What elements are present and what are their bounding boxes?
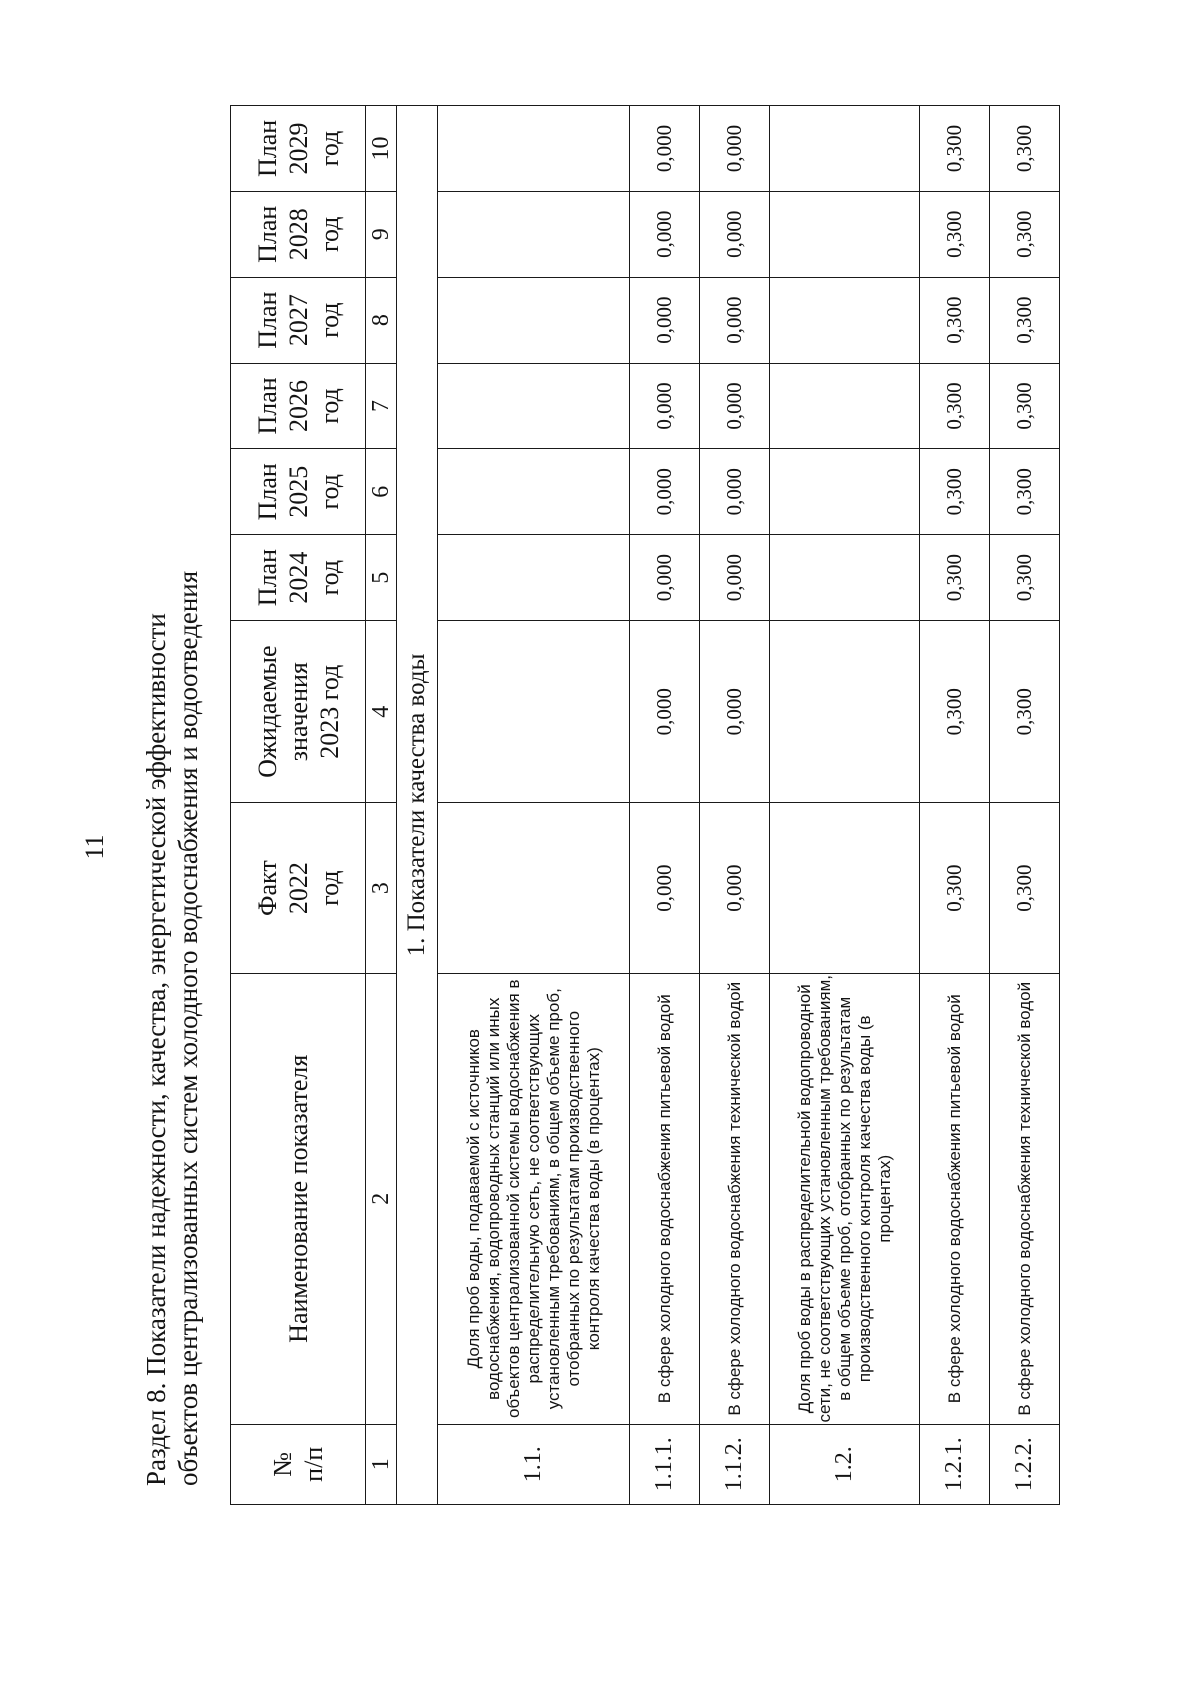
column-number: 10 — [366, 106, 397, 192]
header-plan-2029 — [231, 106, 366, 192]
value-cell: 0,300 — [990, 621, 1060, 803]
value-cell: 0,300 — [990, 106, 1060, 192]
header-line: год — [314, 388, 344, 424]
header-line: План — [252, 377, 282, 435]
header-plan-2027 — [231, 277, 366, 363]
value-cell: 0,000 — [630, 363, 700, 449]
value-cell — [438, 191, 630, 277]
value-cell — [770, 803, 920, 974]
indicator-name: В сфере холодного водоснабжения технической водой — [990, 973, 1060, 1424]
header-line: План — [252, 548, 282, 607]
value-cell: 0,300 — [920, 803, 990, 974]
value-cell: 0,300 — [990, 191, 1060, 277]
value-cell: 0,300 — [990, 535, 1060, 621]
value-cell: 0,000 — [700, 191, 770, 277]
value-cell: 0,300 — [920, 449, 990, 535]
value-cell: 0,000 — [700, 535, 770, 621]
header-line: План — [252, 119, 282, 178]
header-num-line-2: п/п — [299, 1446, 328, 1482]
column-number: 5 — [366, 535, 397, 621]
header-line: План — [252, 205, 282, 263]
indicator-name: Доля проб воды в распределительной водопроводной сети, не соответствующих установленным требованиям, в общем объеме проб, отобранных по результатам производственного контроля качества воды (в процентах) — [770, 973, 920, 1424]
value-cell — [438, 106, 630, 192]
section-title-line-1: Раздел 8. Показатели надежности, качества, энергетической эффективности — [141, 613, 171, 1486]
header-num-line-1: № — [268, 1451, 297, 1477]
column-number: 7 — [366, 363, 397, 449]
header-plan-2028 — [231, 191, 366, 277]
indicator-name: В сфере холодного водоснабжения питьевой водой — [630, 973, 700, 1424]
value-cell — [438, 363, 630, 449]
value-cell: 0,000 — [630, 449, 700, 535]
header-line: 2023 год — [314, 664, 344, 759]
value-cell: 0,300 — [990, 363, 1060, 449]
value-cell: 0,000 — [700, 363, 770, 449]
value-cell — [770, 191, 920, 277]
value-cell — [770, 277, 920, 363]
header-line: 2024 — [283, 551, 313, 604]
header-line: год — [314, 302, 344, 338]
value-cell: 0,000 — [700, 621, 770, 803]
column-number: 1 — [366, 1424, 397, 1504]
header-line: Ожидаемые — [252, 645, 282, 778]
header-line: значения — [283, 662, 313, 762]
value-cell — [438, 621, 630, 803]
row-number: 1.2. — [770, 1424, 920, 1504]
indicator-name: Доля проб воды, подаваемой с источников водоснабжения, водопроводных станций или иных объектов централизованной системы водоснабжения в распределительную сеть, не соответствующих установленным требованиям, в общем объеме проб, отобранных по результатам производственного контроля качества воды (в процентах) — [438, 973, 630, 1424]
section-heading: 1. Показатели качества воды — [397, 106, 438, 1505]
column-numbers-row — [366, 106, 397, 1505]
value-cell — [770, 621, 920, 803]
header-line: 2025 — [283, 465, 313, 518]
value-cell: 0,000 — [630, 191, 700, 277]
table-row — [700, 106, 770, 1505]
header-line: 2027 — [283, 294, 313, 347]
value-cell: 0,000 — [630, 803, 700, 974]
header-line: год — [314, 559, 344, 596]
table-row — [630, 106, 700, 1505]
header-plan-2026 — [231, 363, 366, 449]
value-cell: 0,000 — [700, 277, 770, 363]
header-line: План — [252, 291, 282, 349]
page-number: 11 — [80, 834, 109, 860]
value-cell: 0,000 — [630, 621, 700, 803]
value-cell: 0,300 — [920, 363, 990, 449]
value-cell: 0,000 — [630, 535, 700, 621]
row-number: 1.1.2. — [700, 1424, 770, 1504]
value-cell — [438, 535, 630, 621]
header-row — [231, 106, 366, 1505]
value-cell: 0,300 — [920, 191, 990, 277]
header-plan-2025 — [231, 449, 366, 535]
row-number: 1.2.1. — [920, 1424, 990, 1504]
value-cell: 0,300 — [920, 535, 990, 621]
header-line: год — [314, 870, 344, 906]
value-cell — [770, 363, 920, 449]
section-row — [397, 106, 438, 1505]
value-cell — [438, 803, 630, 974]
header-expected-2023 — [231, 621, 366, 803]
value-cell — [438, 277, 630, 363]
value-cell: 0,000 — [630, 106, 700, 192]
value-cell: 0,300 — [920, 106, 990, 192]
row-number: 1.1. — [438, 1424, 630, 1504]
header-indicator-name: Наименование показателя — [231, 973, 366, 1424]
column-number: 4 — [366, 621, 397, 803]
value-cell — [770, 535, 920, 621]
value-cell: 0,300 — [920, 621, 990, 803]
table-row — [990, 106, 1060, 1505]
column-number: 9 — [366, 191, 397, 277]
header-line: год — [314, 130, 344, 167]
value-cell: 0,000 — [700, 106, 770, 192]
header-plan-2024 — [231, 535, 366, 621]
value-cell: 0,000 — [700, 803, 770, 974]
header-line: год — [314, 474, 344, 510]
column-number: 6 — [366, 449, 397, 535]
header-line: 2022 — [283, 862, 313, 915]
header-line: год — [314, 216, 344, 253]
column-number: 8 — [366, 277, 397, 363]
value-cell: 0,300 — [990, 449, 1060, 535]
value-cell: 0,300 — [990, 277, 1060, 363]
row-number: 1.2.2. — [990, 1424, 1060, 1504]
indicators-table — [230, 105, 1060, 1505]
value-cell: 0,300 — [920, 277, 990, 363]
header-line: План — [252, 463, 282, 521]
header-line: 2028 — [283, 208, 313, 261]
header-line: 2026 — [283, 379, 313, 432]
value-cell — [438, 449, 630, 535]
header-fact-2022 — [231, 803, 366, 974]
indicator-name: В сфере холодного водоснабжения питьевой водой — [920, 973, 990, 1424]
value-cell — [770, 449, 920, 535]
column-number: 3 — [366, 803, 397, 974]
column-number: 2 — [366, 973, 397, 1424]
header-num — [231, 1424, 366, 1504]
value-cell: 0,300 — [990, 803, 1060, 974]
row-number: 1.1.1. — [630, 1424, 700, 1504]
table-row — [920, 106, 990, 1505]
value-cell — [770, 106, 920, 192]
header-line: 2029 — [283, 122, 313, 175]
section-title-line-2: объектов централизованных систем холодного водоснабжения и водоотведения — [173, 570, 203, 1486]
header-line: Факт — [252, 860, 282, 917]
value-cell: 0,000 — [700, 449, 770, 535]
table-row — [438, 106, 630, 1505]
table-row — [770, 106, 920, 1505]
indicator-name: В сфере холодного водоснабжения технической водой — [700, 973, 770, 1424]
value-cell: 0,000 — [630, 277, 700, 363]
